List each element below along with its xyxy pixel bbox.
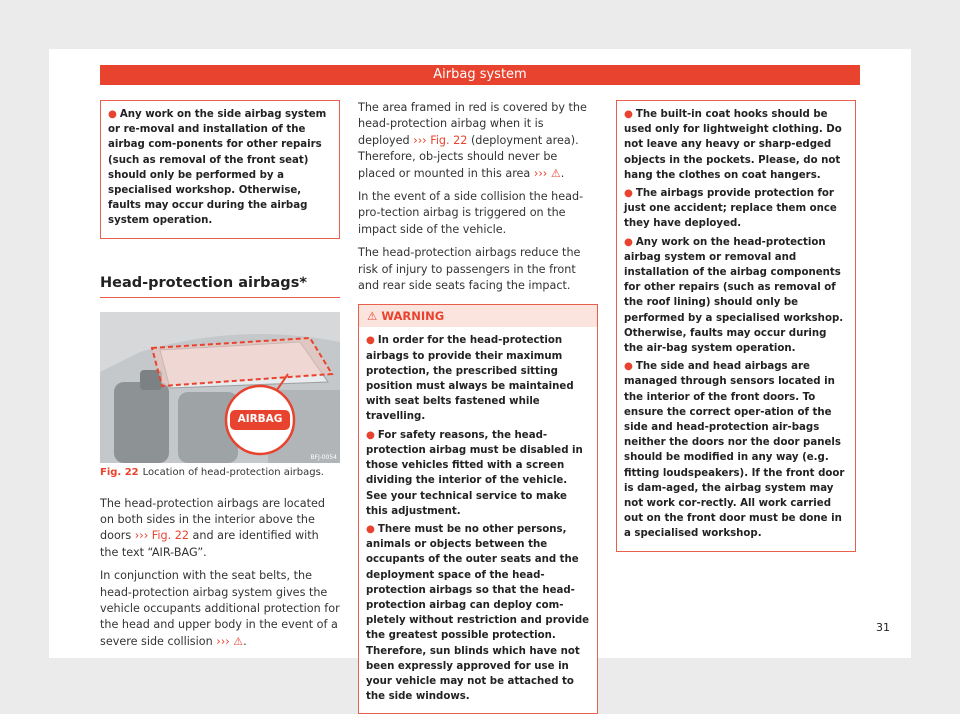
paragraph: The head-protection airbags are located on both sides in the interior above the doors ››› Fig. 22 and are identified with the text “AIR-BAG”. <box>100 496 326 559</box>
bullet-dot-icon: ● <box>108 109 117 120</box>
paragraph: The head-protection airbags reduce the risk of injury to passengers in the front and rear side seats facing the impact. <box>358 246 581 293</box>
paragraph: In the event of a side collision the head-pro-tection airbag is triggered on the impact side of the vehicle. <box>358 190 584 236</box>
paragraph: In conjunction with the seat belts, the head-protection airbag system gives the vehicle occupants additional protection for the head and upper body in the event of a severe side collision ››› ⚠. <box>100 569 340 648</box>
warning-triangle-icon: ⚠ <box>233 634 244 648</box>
paragraph: The area framed in red is covered by the head-protection airbag when it is deployed ››› Fig. 22 (deployment area). Therefore, ob-jects should never be placed or mounted in this area ››› ⚠. <box>358 101 587 180</box>
page-number: 31 <box>876 621 890 634</box>
warning-triangle-icon: ⚠ <box>550 166 561 180</box>
warning-header: ⚠ WARNING <box>359 305 597 327</box>
car-interior-illustration <box>100 312 340 463</box>
section-heading: Head-protection airbags* <box>100 275 340 298</box>
bullet-dot-icon: ● <box>366 335 375 347</box>
figure-link[interactable]: ››› Fig. 22 <box>413 133 468 147</box>
warning-link[interactable]: ››› <box>216 634 230 648</box>
warning-triangle-icon: ⚠ <box>367 309 378 324</box>
warning-link[interactable]: ››› <box>533 166 548 180</box>
figure-link[interactable]: ››› Fig. 22 <box>134 529 189 543</box>
bullet-dot-icon: ● <box>366 429 375 441</box>
bullet-dot-icon: ● <box>624 188 633 200</box>
warning-bullet: ● There must be no other persons, animals or objects between the occupants of the outer seats and the deployment space of the head-protection airbags so that the head-protection airbag can deploy com-pletely without restriction and provide the greatest possible protection. Therefore, sun blinds which have not been expressly approved for use in your vehicle may not be attached to the side windows. <box>366 523 590 703</box>
column-left <box>100 100 340 657</box>
bullet-dot-icon: ● <box>624 236 633 248</box>
warning-bullet: ● In order for the head-protection airbags to provide their maximum protection, the prescribed sitting position must always be maintained with seat belts fastened while travelling. <box>366 335 574 423</box>
figure-caption: Fig. 22 Location of head-protection airbags. <box>100 466 324 478</box>
column-right <box>616 100 856 552</box>
airbag-badge-text: AIRBAG <box>237 412 283 425</box>
warning-continuation-box <box>100 100 340 239</box>
warning-bullet: ● The side and head airbags are managed through sensors located in the interior of the front doors. To ensure the correct oper-ation of the side and head-protection air-bags neither the doors nor the door panels should be modified in any way (e.g. fitting loudspeakers). If the front door is dam-aged, the airbag system may not work cor-rectly. All work carried out on the front door must be done in a specialised workshop. <box>624 361 845 540</box>
warning-bullet: ● The built-in coat hooks should be used only for lightweight clothing. Do not leave any heavy or sharp-edged objects in the pockets. Please, do not hang the clothes on coat hangers. <box>624 109 842 181</box>
warning-bullet: ● The airbags provide protection for just one accident; replace them once they have deployed. <box>624 188 837 230</box>
figure-car-interior <box>100 312 340 463</box>
warning-bullet: ● Any work on the side airbag system or re-moval and installation of the airbag com-ponents for other repairs (such as removal of the front seat) should only be performed by a specialised workshop. Otherwise, faults may occur during the airbag system operation. <box>108 109 327 227</box>
figure-label: Fig. 22 <box>100 466 139 478</box>
bullet-dot-icon: ● <box>624 109 633 120</box>
figure-code: BFJ-0054 <box>310 453 337 461</box>
warning-box <box>358 304 598 714</box>
bullet-dot-icon: ● <box>624 361 633 373</box>
warning-bullet: ● For safety reasons, the head-protection airbag must be disabled in those vehicles fitted with a screen dividing the interior of the vehicle. See your technical service to make this adjustment. <box>366 429 583 517</box>
column-middle <box>358 100 598 714</box>
warning-continuation-box <box>616 100 856 552</box>
section-header-banner: Airbag system <box>100 65 860 85</box>
warning-bullet: ● Any work on the head-protection airbag system or removal and installation of the airbag components for other repairs (such as removal of the roof lining) should only be performed by a specialised workshop. Otherwise, faults may occur during the air-bag system operation. <box>624 236 844 355</box>
bullet-dot-icon: ● <box>366 523 375 535</box>
